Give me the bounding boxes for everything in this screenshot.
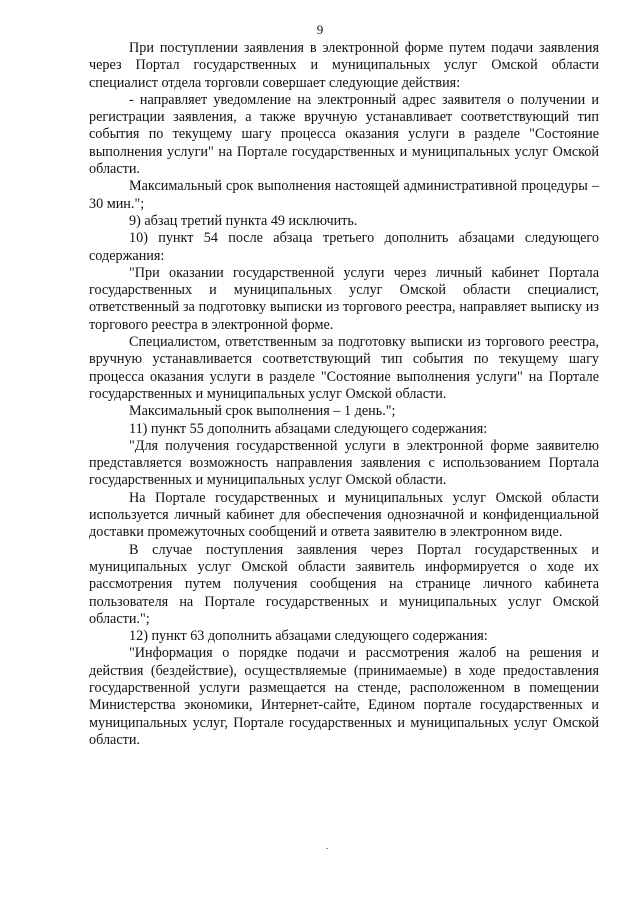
paragraph: При поступлении заявления в электронной форме путем подачи заявления через Портал государственных и муниципальных услуг Омской области специалист отдела торговли совершает следующие действия:: [89, 40, 599, 91]
paragraph: На Портале государственных и муниципальных услуг Омской области используется личный кабинет для обеспечения однозначной и конфиденциальной доставки промежуточных сообщений и ответа заявителю в электронном виде.: [89, 489, 599, 541]
paragraph: 12) пункт 63 дополнить абзацами следующего содержания:: [129, 628, 488, 645]
paragraph: "Информация о порядке подачи и рассмотрения жалоб на решения и действия (бездействие), осуществляемые (принимаемые) в ходе предоставления государственной услуги размещается на стенде, расположенном в помещении Министерства экономики, Интернет-сайте, Едином портале государственных и муниципальных услуг, Портале государственных и муниципальных услуг Омской области.: [89, 645, 599, 748]
paragraph: Максимальный срок выполнения настоящей административной процедуры – 30 мин.";: [89, 178, 599, 212]
paragraph: В случае поступления заявления через Портал государственных и муниципальных услуг Омской области заявитель информируется о ходе их рассмотрения путем получения сообщения на странице личного кабинета пользователя на Портале государственных и муниципальных услуг Омской области.";: [89, 541, 599, 627]
paragraph: "Для получения государственной услуги в электронной форме заявителю представляется возможность направления заявления с использованием Портала государственных и муниципальных услуг Омской области.: [89, 437, 599, 489]
paragraph: Максимальный срок выполнения – 1 день.";: [129, 403, 396, 420]
paragraph: 9) абзац третий пункта 49 исключить.: [129, 212, 358, 229]
paragraph: 10) пункт 54 после абзаца третьего дополнить абзацами следующего содержания:: [89, 230, 599, 264]
paragraph: - направляет уведомление на электронный адрес заявителя о получении и регистрации заявления, а также вручную устанавливает соответствующий тип события по текущему шагу процесса оказания услуги в разделе "Состояние выполнения услуги" на Портале государственных и муниципальных услуг Омской области.: [89, 91, 599, 178]
document-body: [89, 40, 599, 749]
paragraph: 11) пункт 55 дополнить абзацами следующего содержания:: [129, 420, 488, 437]
page-number: 9: [316, 22, 324, 37]
paragraph: Специалистом, ответственным за подготовку выписки из торгового реестра, вручную устанавливается соответствующий тип события по текущему шагу процесса оказания услуги в разделе "Состояние выполнения услуги" на Портале государственных и муниципальных услуг Омской области.: [89, 334, 599, 402]
paragraph: "При оказании государственной услуги через личный кабинет Портала государственных и муниципальных услуг Омской области специалист, ответственный за подготовку выписки из торгового реестра, направляет выписку из торгового реестра в электронной форме.: [89, 264, 599, 333]
scan-speck: [326, 848, 328, 849]
